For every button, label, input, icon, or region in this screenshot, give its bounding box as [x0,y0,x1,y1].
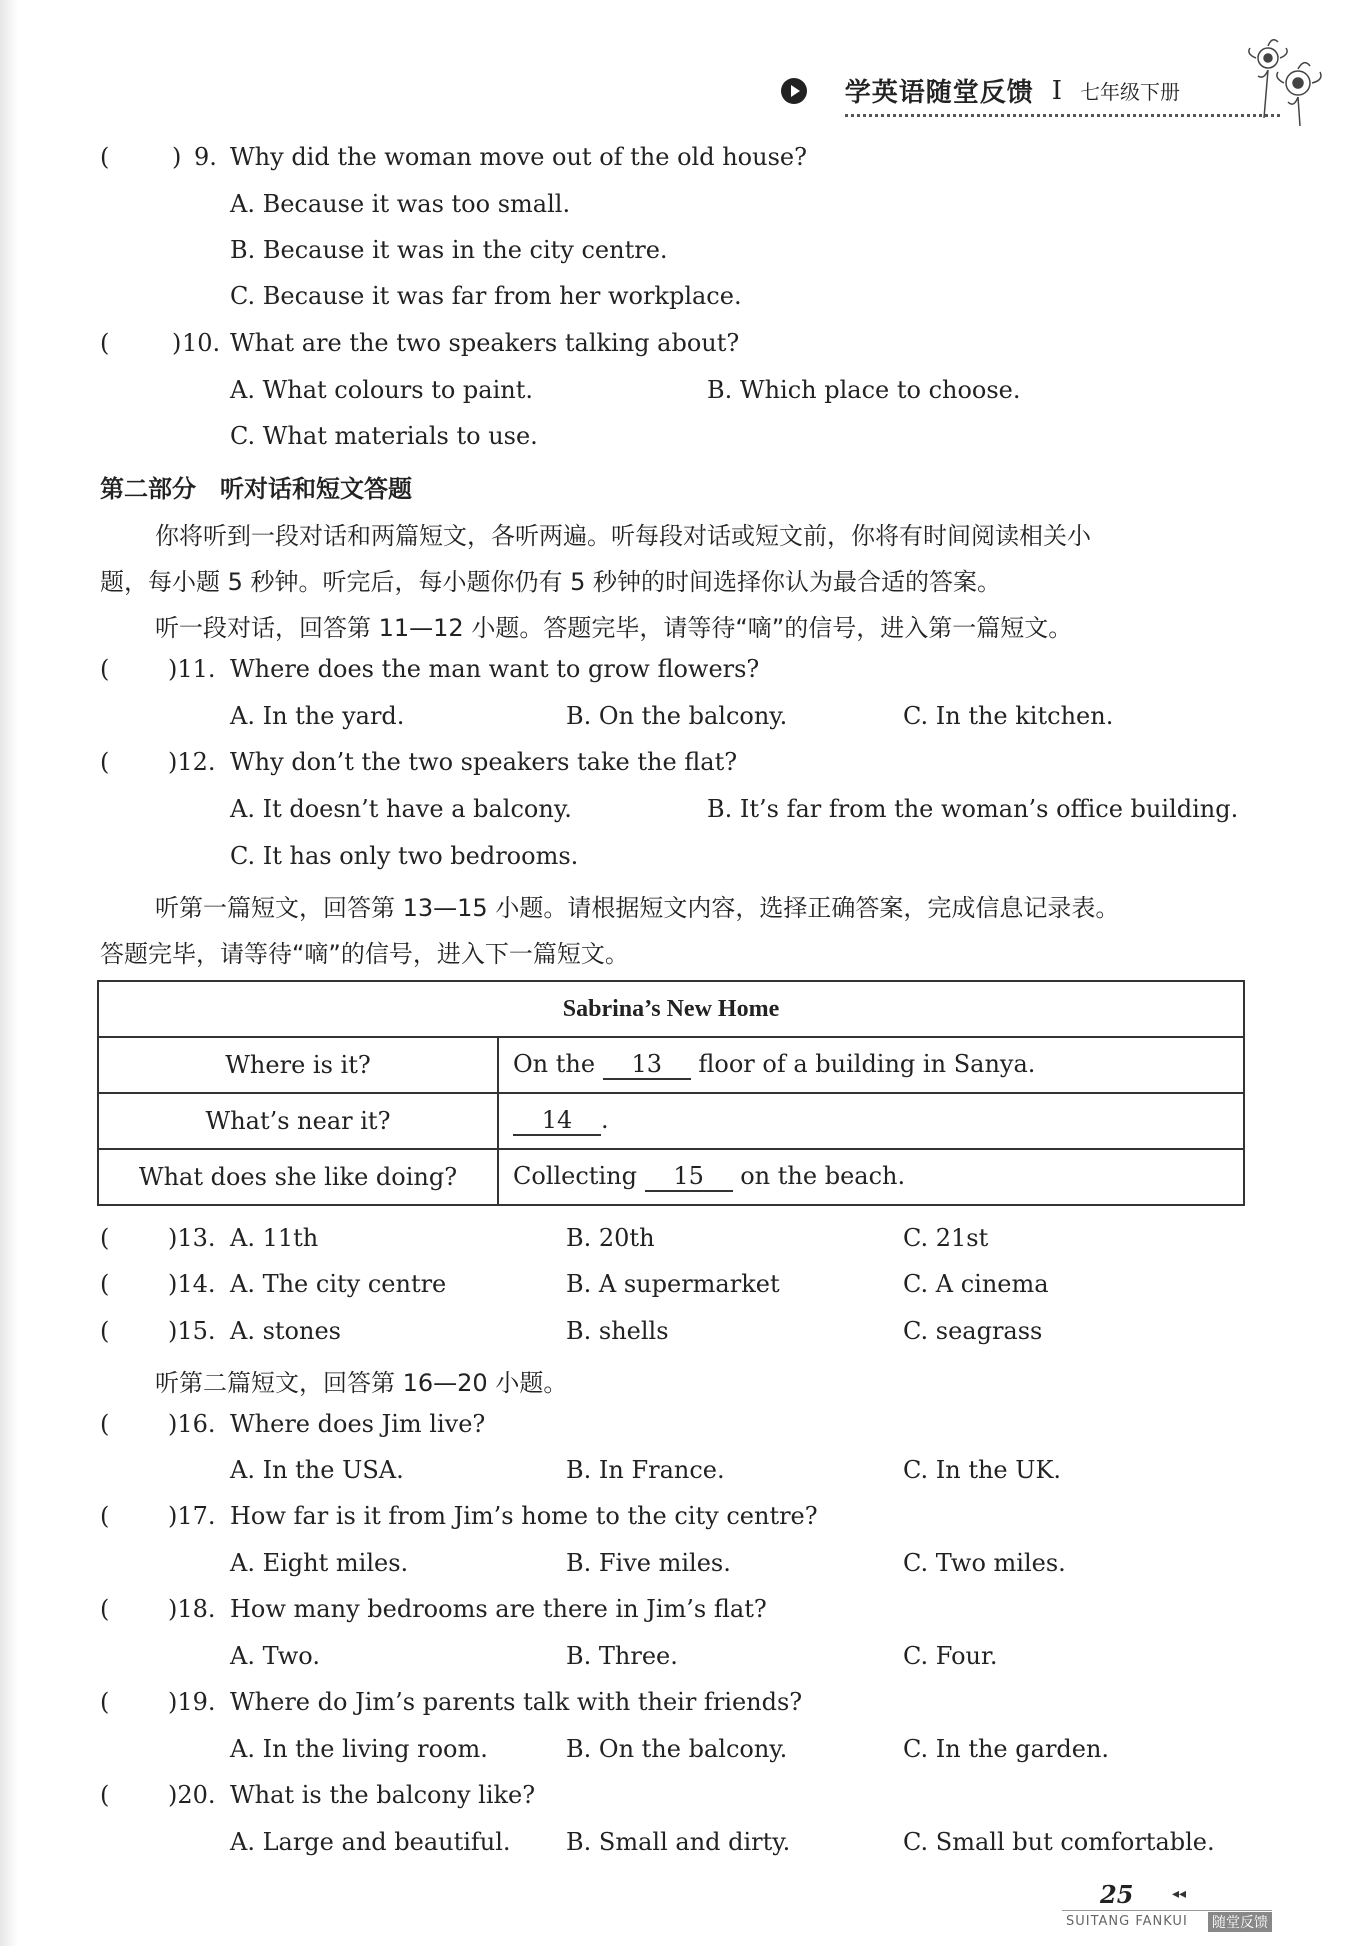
question-13-number: )13. [168,1224,216,1252]
question-12-option-a: A. It doesn’t have a balcony. [230,795,572,823]
question-17-number: )17. [168,1502,216,1530]
header-title: 学英语随堂反馈 [844,78,1034,108]
question-16-option-c: C. In the UK. [903,1456,1062,1484]
question-10-option-b: B. Which place to choose. [707,376,1021,404]
question-13-option-c: C. 21st [903,1224,989,1252]
table-row [98,1149,1244,1205]
question-17-text: How far is it from Jim’s home to the city centre? [230,1502,818,1530]
answer-paren: ( [100,1270,110,1298]
question-19-option-a: A. In the living room. [230,1735,488,1763]
header-dotted-rule [845,114,1280,117]
question-11-option-b: B. On the balcony. [566,702,788,730]
question-9-number: 9. [194,143,217,171]
answer-paren: ( [100,1502,110,1530]
table-row-question: What does she like doing? [98,1149,498,1205]
question-9-text: Why did the woman move out of the old house? [230,143,807,171]
flower-decoration-icon [1238,28,1328,128]
question-18-option-a: A. Two. [230,1642,320,1670]
question-17-option-c: C. Two miles. [903,1549,1066,1577]
question-15-number: )15. [168,1317,216,1345]
question-11-text: Where does the man want to grow flowers? [230,655,760,683]
dialog-instructions: 听一段对话，回答第 11—12 小题。答题完毕，请等待“嘀”的信号，进入第一篇短文。 [155,614,1073,642]
blank-14: 14 [513,1106,601,1136]
page-header [781,72,1290,109]
page-edge-shadow [0,0,18,1946]
question-14-option-c: C. A cinema [903,1270,1049,1298]
table-title: Sabrina’s New Home [98,981,1244,1037]
answer-prefix: On the [513,1050,596,1078]
question-11-option-c: C. In the kitchen. [903,702,1114,730]
answer-paren: ( [100,1688,110,1716]
question-18-option-c: C. Four. [903,1642,998,1670]
question-15-option-a: A. stones [230,1317,341,1345]
arrow-left-icon: ◂◂ [1172,1886,1187,1902]
table-row-question: What’s near it? [98,1093,498,1149]
question-14-option-b: B. A supermarket [566,1270,780,1298]
question-17-option-b: B. Five miles. [566,1549,731,1577]
question-20-option-a: A. Large and beautiful. [230,1828,511,1856]
answer-paren: ( [100,143,110,171]
question-20-option-b: B. Small and dirty. [566,1828,791,1856]
answer-paren: ( [100,1781,110,1809]
question-10-option-c: C. What materials to use. [230,422,538,450]
question-19-option-b: B. On the balcony. [566,1735,788,1763]
passage-1-instructions-line-2: 答题完毕，请等待“嘀”的信号，进入下一篇短文。 [100,940,629,968]
answer-paren: ( [100,1410,110,1438]
question-13-option-a: A. 11th [230,1224,319,1252]
question-10-text: What are the two speakers talking about? [230,329,740,357]
question-10-number: 10. [182,329,221,357]
question-12-option-c: C. It has only two bedrooms. [230,842,579,870]
question-10-option-a: A. What colours to paint. [230,376,533,404]
play-icon [781,78,807,104]
question-12-text: Why don’t the two speakers take the flat? [230,748,738,776]
question-11-option-a: A. In the yard. [230,702,405,730]
header-separator: I [1051,75,1062,106]
table-row-answer [498,1149,1244,1205]
answer-suffix: floor of a building in Sanya. [698,1050,1036,1078]
answer-suffix: . [601,1106,609,1134]
section-title: 第二部分 听对话和短文答题 [100,475,412,503]
answer-suffix: on the beach. [740,1162,906,1190]
question-9-option-b: B. Because it was in the city centre. [230,236,668,264]
question-20-number: )20. [168,1781,216,1809]
question-19-number: )19. [168,1688,216,1716]
question-16-number: )16. [168,1410,216,1438]
table-row [98,1037,1244,1093]
question-13-option-b: B. 20th [566,1224,655,1252]
question-15-option-b: B. shells [566,1317,669,1345]
table-row [98,1093,1244,1149]
answer-paren: ) [172,143,182,171]
question-20-text: What is the balcony like? [230,1781,536,1809]
passage-1-instructions-line-1: 听第一篇短文，回答第 13—15 小题。请根据短文内容，选择正确答案，完成信息记录表。 [155,894,1120,922]
question-9-option-a: A. Because it was too small. [230,190,571,218]
question-19-text: Where do Jim’s parents talk with their friends? [230,1688,803,1716]
question-12-number: )12. [168,748,216,776]
table-row-answer [498,1093,1244,1149]
footer-brand [1062,1910,1272,1933]
answer-paren: ) [172,329,182,357]
instructions-line-1: 你将听到一段对话和两篇短文，各听两遍。听每段对话或短文前，你将有时间阅读相关小 [155,522,1091,550]
passage-2-instructions: 听第二篇短文，回答第 16—20 小题。 [155,1369,568,1397]
question-17-option-a: A. Eight miles. [230,1549,409,1577]
question-18-text: How many bedrooms are there in Jim’s flat? [230,1595,767,1623]
question-18-number: )18. [168,1595,216,1623]
question-14-option-a: A. The city centre [230,1270,447,1298]
table-row-question: Where is it? [98,1037,498,1093]
table-row-answer [498,1037,1244,1093]
footer-brand-badge: 随堂反馈 [1208,1912,1272,1932]
question-20-option-c: C. Small but comfortable. [903,1828,1215,1856]
question-18-option-b: B. Three. [566,1642,678,1670]
table-header-row [98,981,1244,1037]
question-15-option-c: C. seagrass [903,1317,1043,1345]
question-19-option-c: C. In the garden. [903,1735,1110,1763]
question-16-text: Where does Jim live? [230,1410,486,1438]
answer-paren: ( [100,1224,110,1252]
instructions-line-2: 题，每小题 5 秒钟。听完后，每小题你仍有 5 秒钟的时间选择你认为最合适的答案。 [100,568,1002,596]
question-16-option-a: A. In the USA. [230,1456,404,1484]
answer-paren: ( [100,1317,110,1345]
question-16-option-b: B. In France. [566,1456,725,1484]
footer-brand-en: SUITANG FANKUI [1066,1914,1188,1929]
blank-13: 13 [603,1050,691,1080]
question-14-number: )14. [168,1270,216,1298]
page-number: 25 [1100,1880,1134,1909]
question-12-option-b: B. It’s far from the woman’s office building. [707,795,1239,823]
header-grade: 七年级下册 [1080,80,1180,104]
answer-paren: ( [100,748,110,776]
answer-paren: ( [100,329,110,357]
answer-paren: ( [100,1595,110,1623]
answer-paren: ( [100,655,110,683]
blank-15: 15 [645,1162,733,1192]
question-11-number: )11. [168,655,216,683]
question-9-option-c: C. Because it was far from her workplace. [230,282,742,310]
answer-prefix: Collecting [513,1162,637,1190]
info-record-table [97,980,1245,1206]
